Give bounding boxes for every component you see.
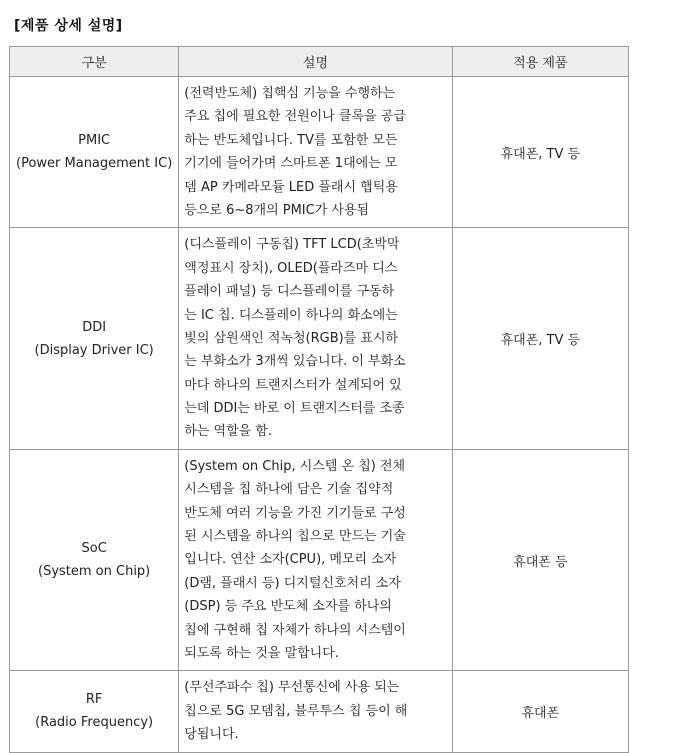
- description-line: (무선주파수 칩) 무선통신에 사용 되는: [184, 680, 400, 696]
- product-full-name: (Radio Frequency): [35, 715, 154, 731]
- description-line: 는데 DDI는 바로 이 트랜지스터를 조종: [184, 401, 405, 417]
- description-line: 반도체 여러 기능을 가진 기기들로 구성: [184, 505, 406, 521]
- row-category-cell: [10, 77, 179, 228]
- description-line: 기기에 들어가며 스마트폰 1대에는 모: [184, 156, 398, 172]
- row-products-cell: 휴대폰: [452, 671, 628, 752]
- description-line: 마다 하나의 트랜지스터가 설계되어 있: [184, 377, 402, 393]
- row-description-cell: [179, 671, 452, 752]
- row-category-cell: [10, 449, 179, 671]
- header-category: 구분: [10, 47, 179, 77]
- row-products-cell: 휴대폰, TV 등: [452, 77, 628, 228]
- row-description-cell: [179, 228, 452, 450]
- description-line: 시스템을 칩 하나에 담은 기술 집약적: [184, 482, 394, 498]
- description-line: (D램, 플래시 등) 디지털신호처리 소자: [184, 575, 401, 591]
- header-products: 적용 제품: [452, 47, 628, 77]
- row-category-cell: [10, 228, 179, 450]
- table-row: [10, 449, 629, 671]
- product-name: SoC: [81, 541, 107, 557]
- description-line: 칩으로 5G 모뎀칩, 블루투스 칩 등이 해: [184, 703, 408, 719]
- product-name: RF: [85, 692, 103, 708]
- description-line: 하는 반도체입니다. TV를 포함한 모든: [184, 132, 398, 148]
- description-line: 주요 칩에 필요한 전원이나 클록을 공급: [184, 109, 406, 125]
- table-row: [10, 228, 629, 450]
- row-description-cell: [179, 77, 452, 228]
- row-products-cell: 휴대폰, TV 등: [452, 228, 628, 450]
- row-products-cell: 휴대폰 등: [452, 449, 628, 671]
- product-full-name: (Display Driver IC): [34, 342, 154, 358]
- description-line: 당됩니다.: [184, 727, 239, 743]
- description-line: 등으로 6~8개의 PMIC가 사용됨: [184, 202, 370, 218]
- product-name: DDI: [82, 319, 107, 335]
- description-line: 뎀 AP 카메라모듈 LED 플래시 햅틱용: [184, 179, 398, 195]
- product-spec-table: [9, 46, 629, 753]
- description-line: 빛의 삼원색인 적녹청(RGB)를 표시하: [184, 330, 399, 346]
- description-line: 칩에 구현해 칩 자체가 하나의 시스템이: [184, 622, 406, 638]
- header-description: 설명: [179, 47, 452, 77]
- product-full-name: (System on Chip): [38, 564, 151, 580]
- product-full-name: (Power Management IC): [16, 156, 173, 172]
- product-name: PMIC: [78, 133, 111, 149]
- description-line: 하는 역할을 함.: [184, 424, 273, 440]
- description-line: 는 부화소가 3개씩 있습니다. 이 부화소: [184, 354, 406, 370]
- description-line: (DSP) 등 주요 반도체 소자를 하나의: [184, 599, 392, 615]
- description-line: (System on Chip, 시스템 온 칩) 전체: [184, 458, 406, 474]
- description-line: 플레이 패널) 등 디스플레이를 구동하: [184, 284, 395, 300]
- description-line: 액정표시 장치), OLED(플라즈마 디스: [184, 260, 398, 276]
- description-line: 는 IC 칩. 디스플레이 하나의 화소에는: [184, 307, 398, 323]
- description-line: (전력반도체) 칩핵심 기능을 수행하는: [184, 86, 396, 101]
- row-category-cell: [10, 671, 179, 752]
- description-line: (디스플레이 구동칩) TFT LCD(초박막: [184, 237, 400, 253]
- page-title: [제품 상세 설명]: [14, 18, 123, 34]
- row-description-cell: [179, 449, 452, 671]
- table-row: [10, 77, 629, 228]
- table-row: [10, 671, 629, 752]
- description-line: 되도록 하는 것을 말합니다.: [184, 645, 339, 661]
- table-header-row: [10, 47, 629, 77]
- description-line: 입니다. 연산 소자(CPU), 메모리 소자: [184, 552, 397, 568]
- description-line: 된 시스템을 하나의 칩으로 만드는 기술: [184, 529, 406, 545]
